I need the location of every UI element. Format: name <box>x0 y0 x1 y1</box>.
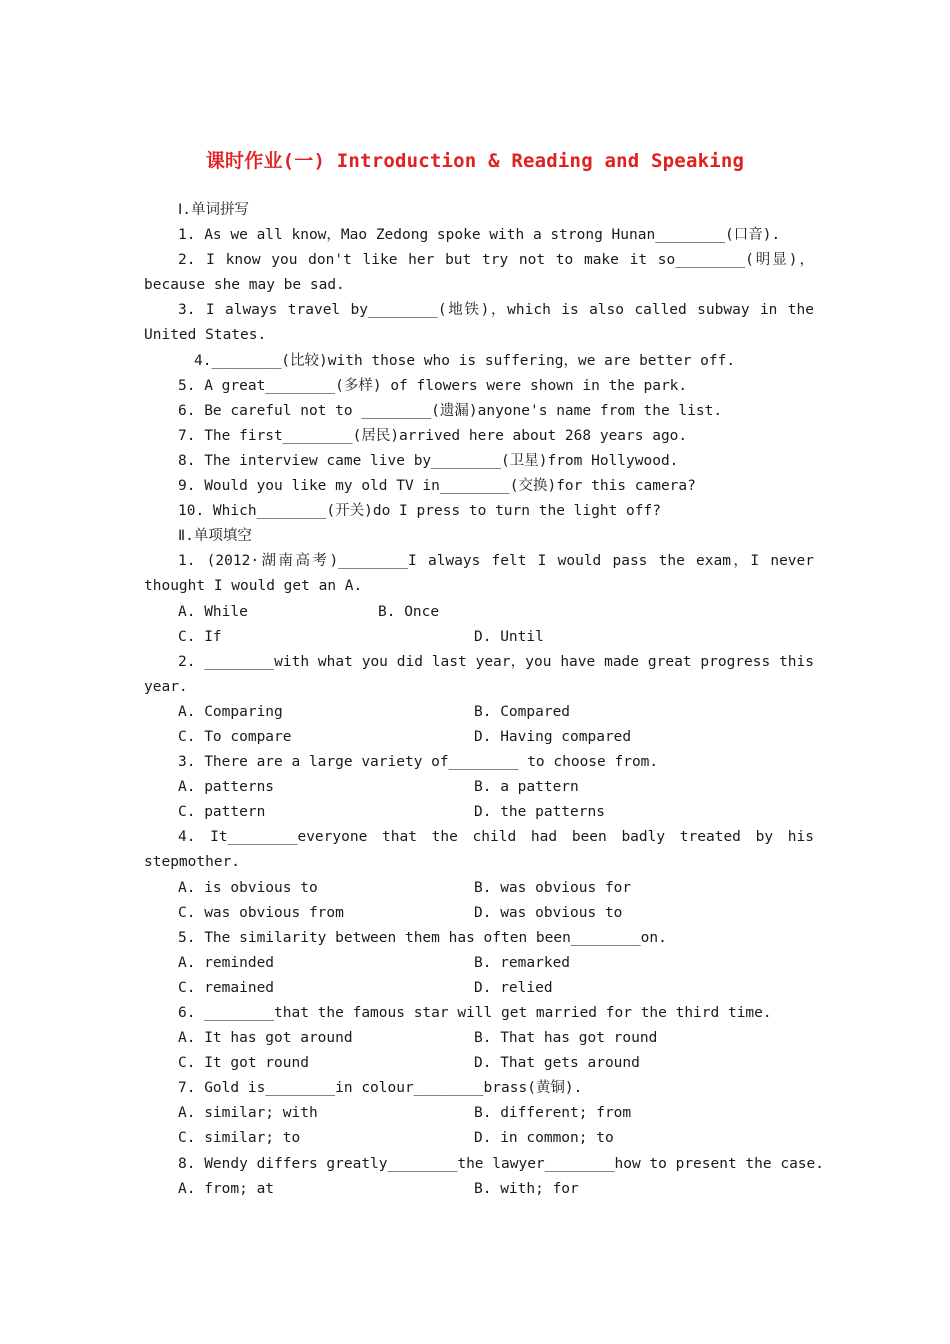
option-d: D. Having compared <box>474 728 632 745</box>
spelling-item-7: 7. The first________(居民)arrived here about 268 years ago. <box>178 427 688 444</box>
question-1-options-row-2 <box>144 625 814 650</box>
document-body <box>144 198 825 1202</box>
option-a: A. It has got around <box>178 1030 353 1047</box>
option-c: C. remained <box>178 979 275 996</box>
spelling-item-5: 5. A great________(多样) of flowers were shown in the park. <box>178 377 688 394</box>
spelling-item-2: 2. I know you don't like her but try not to make it so________(明显)，because she may be sad. <box>144 252 814 294</box>
question-2-stem: 2. ________with what you did last year，you have made great progress this year. <box>144 653 814 695</box>
question-2-options-row-2 <box>144 725 814 750</box>
option-a: A. from; at <box>178 1180 275 1197</box>
option-c: C. similar; to <box>178 1130 301 1147</box>
question-3-stem: 3. There are a large variety of________ to choose from. <box>178 754 659 771</box>
option-b: B. That has got round <box>474 1030 658 1047</box>
question-1-options-row-1 <box>144 600 814 625</box>
option-b: B. different; from <box>474 1105 632 1122</box>
option-a: A. patterns <box>178 779 275 796</box>
question-7-stem: 7. Gold is________in colour________brass(黄铜). <box>178 1080 583 1097</box>
page-title: 课时作业(一) Introduction & Reading and Speaking <box>205 150 745 172</box>
question-3-options-row-2 <box>144 800 814 825</box>
spelling-item-8: 8. The interview came live by________(卫星)from Hollywood. <box>178 452 679 469</box>
option-c: C. It got round <box>178 1055 309 1072</box>
question-5-stem: 5. The similarity between them has often been________on. <box>178 929 667 946</box>
option-b: B. Compared <box>474 703 571 720</box>
option-d: D. That gets around <box>474 1055 640 1072</box>
question-1-stem: 1. (2012·湖南高考)________I always felt I would pass the exam，I never thought I would get an A. <box>144 553 814 595</box>
question-7-options-row-1 <box>144 1101 814 1126</box>
option-a: A. is obvious to <box>178 879 318 896</box>
option-d: D. Until <box>474 628 544 645</box>
option-b: B. was obvious for <box>474 879 632 896</box>
spelling-item-6: 6. Be careful not to ________(遗漏)anyone's name from the list. <box>178 402 723 419</box>
option-b: B. a pattern <box>474 779 579 796</box>
question-6-options-row-2 <box>144 1051 814 1076</box>
option-a: A. reminded <box>178 954 275 971</box>
question-8-stem: 8. Wendy differs greatly________the lawyer________how to present the case. <box>178 1155 825 1172</box>
spelling-item-10: 10. Which________(开关)do I press to turn the light off? <box>178 503 661 520</box>
option-a: A. While <box>178 603 248 620</box>
question-5-options-row-2 <box>144 976 814 1001</box>
option-c: C. was obvious from <box>178 904 344 921</box>
option-a: A. Comparing <box>178 703 283 720</box>
spelling-item-1: 1. As we all know，Mao Zedong spoke with a strong Hunan________(口音). <box>178 227 781 244</box>
question-2-options-row-1 <box>144 700 814 725</box>
option-c: C. If <box>178 628 222 645</box>
option-c: C. To compare <box>178 728 292 745</box>
question-4-options-row-1 <box>144 876 814 901</box>
question-3-options-row-1 <box>144 775 814 800</box>
section-heading-spelling: Ⅰ.单词拼写 <box>178 202 250 218</box>
option-d: D. in common; to <box>474 1130 614 1147</box>
section-heading-choice: Ⅱ.单项填空 <box>178 528 252 545</box>
question-5-options-row-1 <box>144 951 814 976</box>
question-4-stem: 4. It________everyone that the child had been badly treated by his stepmother. <box>144 829 814 871</box>
option-d: D. relied <box>474 979 553 996</box>
question-6-options-row-1 <box>144 1026 814 1051</box>
spelling-item-4: 4.________(比较)with those who is suffering，we are better off. <box>194 352 736 369</box>
option-a: A. similar; with <box>178 1105 318 1122</box>
question-4-options-row-2 <box>144 901 814 926</box>
option-c: C. pattern <box>178 804 266 821</box>
spelling-item-3: 3. I always travel by________(地铁)，which is also called subway in the United States. <box>144 302 814 344</box>
question-7-options-row-2 <box>144 1126 814 1151</box>
option-b: B. remarked <box>474 954 571 971</box>
option-b: B. Once <box>378 603 440 620</box>
option-d: D. was obvious to <box>474 904 623 921</box>
option-d: D. the patterns <box>474 804 605 821</box>
option-b: B. with; for <box>474 1180 579 1197</box>
question-8-options-row-1 <box>144 1177 814 1202</box>
spelling-item-9: 9. Would you like my old TV in________(交换)for this camera? <box>178 478 696 495</box>
question-6-stem: 6. ________that the famous star will get married for the third time. <box>178 1005 772 1021</box>
